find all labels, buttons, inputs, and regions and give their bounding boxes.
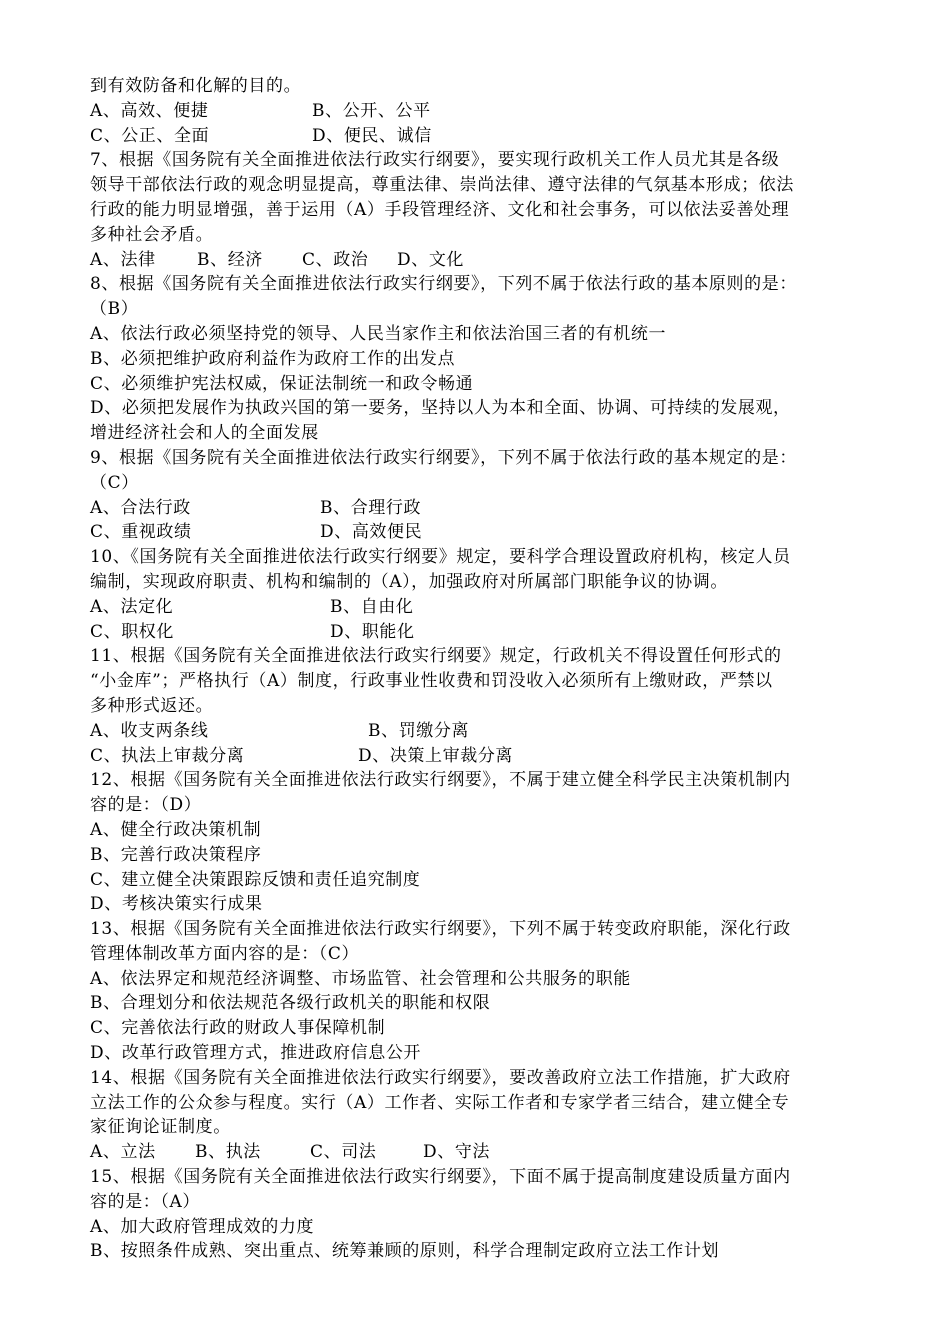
option-row — [90, 124, 870, 149]
option-b: B、罚缴分离 — [368, 720, 470, 741]
option-c: C、政治 — [302, 249, 369, 270]
option-d: D、改革行政管理方式，推进政府信息公开 — [90, 1043, 422, 1064]
question-14-line: 14、根据《国务院有关全面推进依法行政实行纲要》，要改善政府立法工作措施，扩大政府 — [90, 1067, 791, 1088]
option-a: A、法律 — [90, 249, 156, 270]
option-b: B、自由化 — [330, 596, 414, 617]
question-7-line: 行政的能力明显增强，善于运用（A）手段管理经济、文化和社会事务，可以依法妥善处理 — [90, 199, 790, 220]
option-b: B、公开、公平 — [312, 100, 431, 121]
option-c: C、必须维护宪法权威，保证法制统一和政令畅通 — [90, 373, 474, 394]
question-7-line: 领导干部依法行政的观念明显提高，尊重法律、崇尚法律、遵守法律的气氛基本形成；依法 — [90, 175, 794, 196]
question-8-line: 8、根据《国务院有关全面推进依法行政实行纲要》，下列不属于依法行政的基本原则的是： — [90, 274, 797, 295]
option-row — [90, 1140, 870, 1165]
option-c: C、建立健全决策跟踪反馈和责任追究制度 — [90, 869, 421, 890]
question-10-line: 10、《国务院有关全面推进依法行政实行纲要》规定，要科学合理设置政府机构，核定人员 — [90, 547, 791, 568]
question-13-line: 13、根据《国务院有关全面推进依法行政实行纲要》，下列不属于转变政府职能，深化行政 — [90, 919, 791, 940]
option-row — [90, 248, 870, 273]
question-11-line: “小金库”；严格执行（A）制度，行政事业性收费和罚没收入必须所有上缴财政，严禁以 — [90, 671, 773, 692]
option-row — [90, 620, 870, 645]
question-13-line: 管理体制改革方面内容的是：（C） — [90, 943, 360, 964]
option-a: A、依法行政必须坚持党的领导、人民当家作主和依法治国三者的有机统一 — [90, 323, 667, 344]
option-a: A、依法界定和规范经济调整、市场监管、社会管理和公共服务的职能 — [90, 968, 631, 989]
option-d-continued: 增进经济社会和人的全面发展 — [90, 423, 319, 444]
option-b: B、合理划分和依法规范各级行政机关的职能和权限 — [90, 993, 491, 1014]
option-d: D、高效便民 — [320, 522, 423, 543]
option-a: A、加大政府管理成效的力度 — [90, 1216, 315, 1237]
question-9-line: 9、根据《国务院有关全面推进依法行政实行纲要》，下列不属于依法行政的基本规定的是： — [90, 447, 797, 468]
option-b: B、合理行政 — [320, 497, 422, 518]
option-d: D、考核决策实行成果 — [90, 894, 263, 915]
question-12-line: 12、根据《国务院有关全面推进依法行政实行纲要》，不属于建立健全科学民主决策机制内 — [90, 770, 791, 791]
option-c: C、重视政绩 — [90, 522, 192, 543]
document-page — [90, 74, 870, 1264]
option-d: D、守法 — [423, 1142, 491, 1163]
question-7-line: 多种社会矛盾。 — [90, 224, 214, 245]
option-c: C、司法 — [310, 1142, 377, 1163]
option-c: C、公正、全面 — [90, 125, 210, 146]
option-c: C、完善依法行政的财政人事保障机制 — [90, 1018, 386, 1039]
question-15-line: 15、根据《国务院有关全面推进依法行政实行纲要》，下面不属于提高制度建设质量方面内 — [90, 1167, 791, 1188]
option-row — [90, 520, 870, 545]
question-11-line: 多种形式返还。 — [90, 695, 214, 716]
question-12-line: 容的是：（D） — [90, 795, 202, 816]
option-c: C、执法上审裁分离 — [90, 745, 245, 766]
text-line: 到有效防备和化解的目的。 — [90, 76, 302, 96]
option-a: A、法定化 — [90, 596, 174, 617]
option-b: B、完善行政决策程序 — [90, 844, 262, 865]
option-row — [90, 99, 870, 124]
option-d: D、决策上审裁分离 — [358, 745, 514, 766]
option-row — [90, 719, 870, 744]
option-d: D、职能化 — [330, 621, 415, 642]
option-b: B、按照条件成熟、突出重点、统筹兼顾的原则，科学合理制定政府立法工作计划 — [90, 1241, 720, 1262]
option-b: B、必须把维护政府利益作为政府工作的出发点 — [90, 348, 456, 369]
option-row — [90, 595, 870, 620]
option-a: A、合法行政 — [90, 497, 191, 518]
option-d: D、必须把发展作为执政兴国的第一要务，坚持以人为本和全面、协调、可持续的发展观， — [90, 398, 791, 419]
question-14-line: 立法工作的公众参与程度。实行（A）工作者、实际工作者和专家学者三结合，建立健全专 — [90, 1092, 790, 1113]
question-9-answer: （C） — [90, 472, 139, 493]
question-8-answer: （B） — [90, 299, 139, 320]
option-row — [90, 496, 870, 521]
option-row — [90, 744, 870, 769]
option-b: B、执法 — [195, 1142, 261, 1163]
option-a: A、立法 — [90, 1142, 156, 1163]
question-11-line: 11、根据《国务院有关全面推进依法行政实行纲要》规定，行政机关不得设置任何形式的 — [90, 646, 782, 667]
option-d: D、文化 — [397, 249, 465, 270]
question-10-line: 编制，实现政府职责、机构和编制的（A），加强政府对所属部门职能争议的协调。 — [90, 571, 728, 592]
option-d: D、便民、诚信 — [312, 125, 432, 146]
option-b: B、经济 — [197, 249, 263, 270]
option-c: C、职权化 — [90, 621, 175, 642]
question-7-line: 7、根据《国务院有关全面推进依法行政实行纲要》，要实现行政机关工作人员尤其是各级 — [90, 150, 780, 171]
option-a: A、收支两条线 — [90, 720, 209, 741]
option-a: A、健全行政决策机制 — [90, 819, 262, 840]
option-a: A、高效、便捷 — [90, 100, 209, 121]
question-15-line: 容的是：（A） — [90, 1191, 200, 1212]
question-14-line: 家征询论证制度。 — [90, 1117, 231, 1138]
